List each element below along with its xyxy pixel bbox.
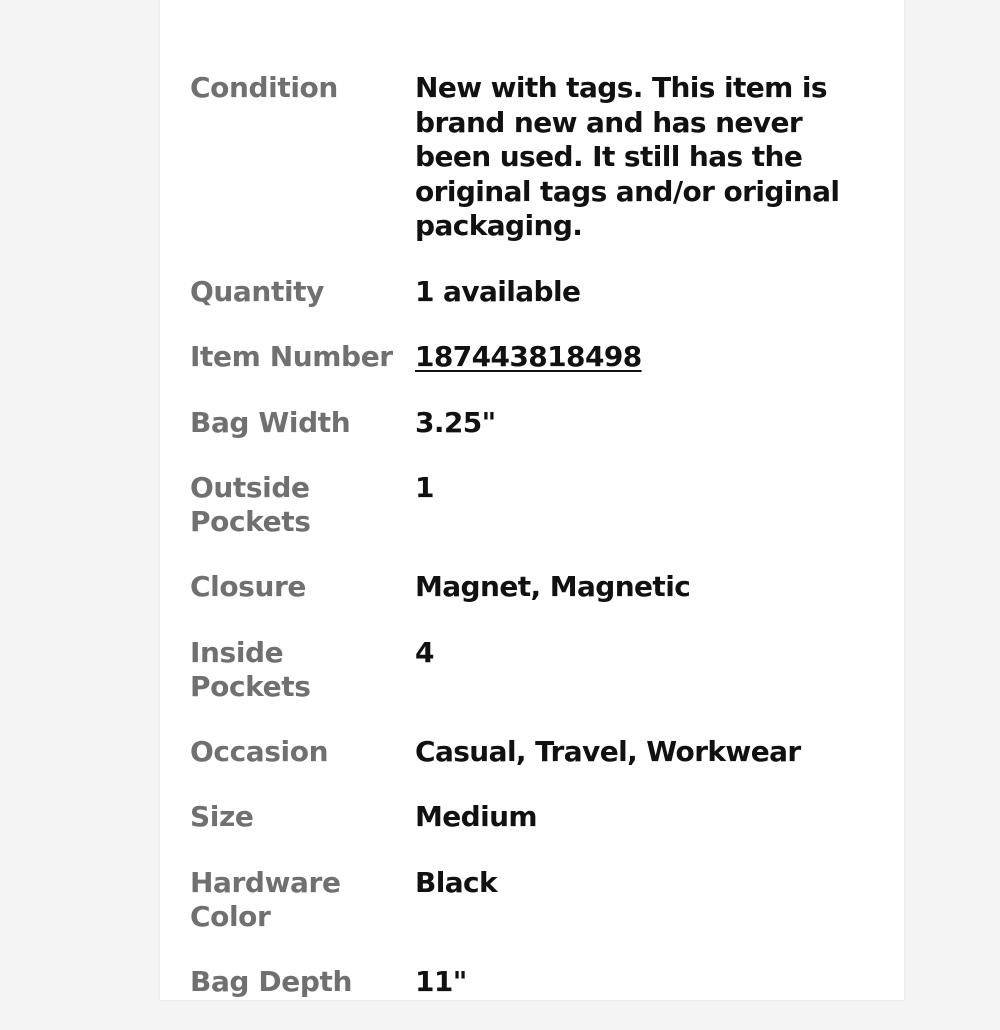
spec-label-inside-pockets: Inside Pockets	[190, 635, 311, 703]
spec-row-outside-pockets	[190, 471, 880, 539]
spec-value-size: Medium	[415, 800, 538, 833]
spec-row-size	[190, 800, 880, 835]
spec-label-item-number: Item Number	[190, 340, 393, 373]
spec-value-bag-depth: 11"	[415, 964, 467, 998]
spec-value-outside-pockets: 1	[415, 471, 434, 504]
spec-row-inside-pockets	[190, 636, 880, 704]
spec-label-bag-width: Bag Width	[190, 405, 351, 439]
spec-label-outside-pockets: Outside Pockets	[190, 471, 311, 538]
spec-row-condition	[190, 71, 880, 244]
spec-label-bag-depth: Bag Depth	[190, 964, 353, 998]
spec-label-hardware-color: Hardware Color	[190, 865, 341, 933]
spec-value-inside-pockets: 4	[415, 635, 434, 669]
spec-label-closure: Closure	[190, 570, 306, 603]
spec-label-condition: Condition	[190, 71, 338, 104]
item-number-link[interactable]: 187443818498	[415, 340, 642, 373]
spec-value-occasion: Casual, Travel, Workwear	[415, 734, 801, 768]
item-specifics-list	[190, 71, 880, 1030]
spec-label-occasion: Occasion	[190, 734, 329, 768]
spec-row-item-number	[190, 340, 880, 375]
spec-label-quantity: Quantity	[190, 274, 324, 308]
spec-row-occasion	[190, 735, 880, 770]
spec-value-bag-width: 3.25"	[415, 405, 496, 439]
item-specifics-panel	[160, 0, 904, 1000]
spec-row-bag-depth	[190, 965, 880, 1000]
spec-row-bag-width	[190, 406, 880, 441]
spec-label-size: Size	[190, 800, 254, 833]
spec-value-quantity: 1 available	[415, 274, 581, 308]
spec-value-closure: Magnet, Magnetic	[415, 570, 691, 603]
spec-row-hardware-color	[190, 866, 880, 934]
spec-row-quantity	[190, 275, 880, 310]
spec-value-hardware-color: Black	[415, 865, 498, 899]
spec-row-closure	[190, 570, 880, 605]
spec-value-condition: New with tags. This item is brand new and has never been used. It still has the original tags and/or original packaging.	[415, 71, 840, 242]
